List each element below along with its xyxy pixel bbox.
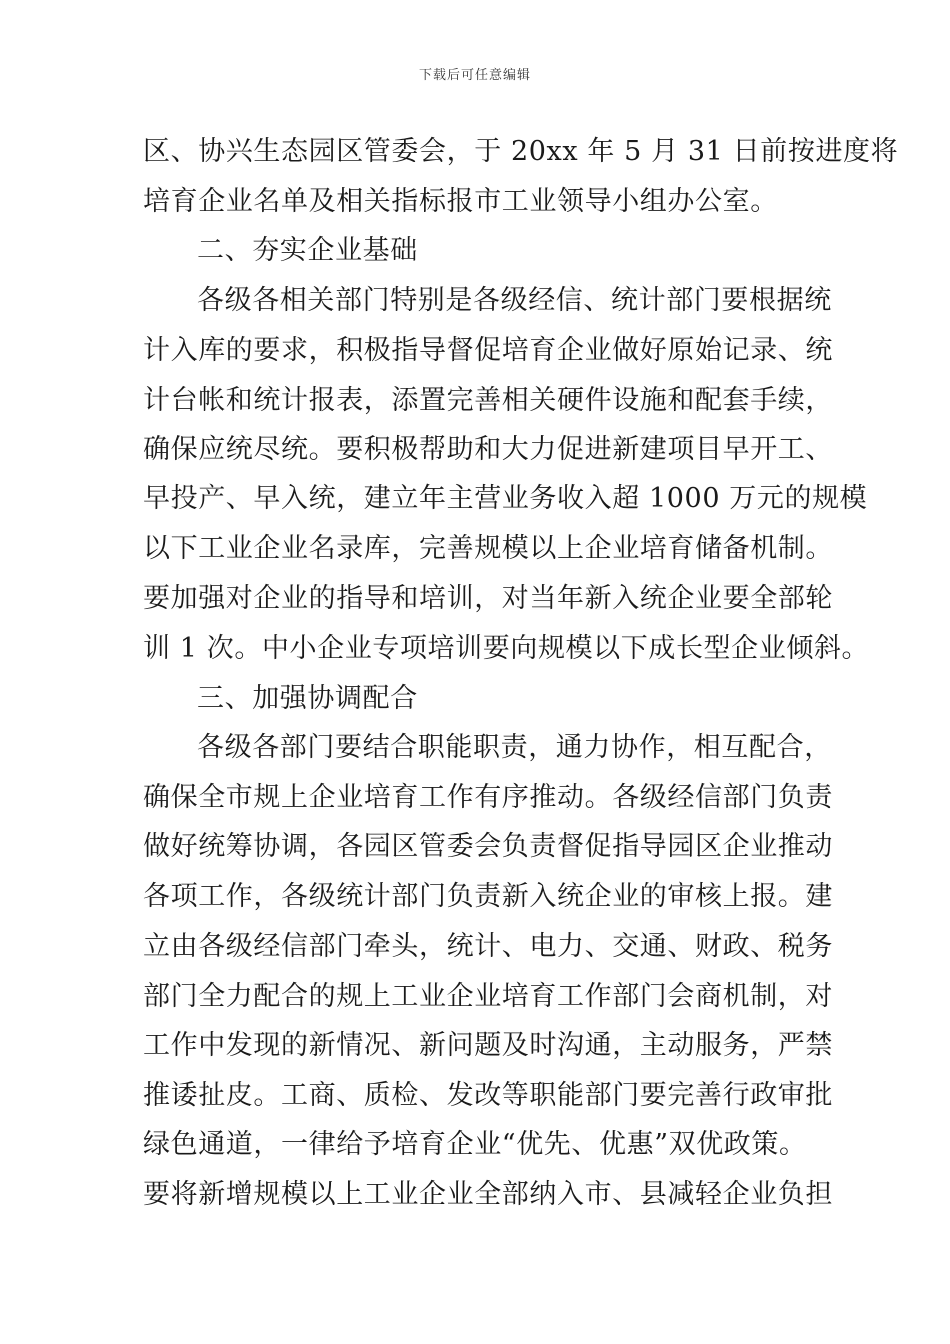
- section-heading: 三、加强协调配合: [197, 683, 418, 714]
- paragraph-line: 各级各部门要结合职能职责，通力协作，相互配合，: [197, 732, 832, 763]
- paragraph-line: 计入库的要求，积极指导督促培育企业做好原始记录、统: [143, 335, 833, 366]
- paragraph-line: 各级各相关部门特别是各级经信、统计部门要根据统: [197, 285, 832, 316]
- paragraph-line: 要加强对企业的指导和培训，对当年新入统企业要全部轮: [143, 583, 833, 614]
- paragraph-line: 确保应统尽统。要积极帮助和大力促进新建项目早开工、: [143, 434, 833, 465]
- header-note: 下载后可任意编辑: [418, 68, 531, 83]
- paragraph-line: 训 1 次。中小企业专项培训要向规模以下成长型企业倾斜。: [143, 633, 870, 664]
- paragraph-line: 绿色通道，一律给予培育企业“优先、优惠”双优政策。: [143, 1129, 807, 1160]
- paragraph-line: 确保全市规上企业培育工作有序推动。各级经信部门负责: [143, 782, 833, 813]
- paragraph-line: 以下工业企业名录库，完善规模以上企业培育储备机制。: [143, 533, 833, 564]
- paragraph-line: 部门全力配合的规上工业企业培育工作部门会商机制，对: [143, 981, 833, 1012]
- paragraph-line: 早投产、早入统，建立年主营业务收入超 1000 万元的规模: [143, 483, 868, 514]
- paragraph-line: 立由各级经信部门牵头，统计、电力、交通、财政、税务: [143, 931, 833, 962]
- paragraph-line: 要将新增规模以上工业企业全部纳入市、县减轻企业负担: [143, 1179, 833, 1210]
- section-heading: 二、夯实企业基础: [197, 235, 418, 266]
- paragraph-line: 区、协兴生态园区管委会，于 20xx 年 5 月 31 日前按进度将: [143, 136, 899, 167]
- paragraph-line: 推诿扯皮。工商、质检、发改等职能部门要完善行政审批: [143, 1080, 833, 1111]
- paragraph-line: 各项工作，各级统计部门负责新入统企业的审核上报。建: [143, 881, 833, 912]
- paragraph-line: 工作中发现的新情况、新问题及时沟通，主动服务，严禁: [143, 1030, 833, 1061]
- paragraph-line: 计台帐和统计报表，添置完善相关硬件设施和配套手续，: [143, 385, 833, 416]
- paragraph-line: 培育企业名单及相关指标报市工业领导小组办公室。: [143, 186, 778, 217]
- paragraph-line: 做好统筹协调，各园区管委会负责督促指导园区企业推动: [143, 831, 833, 862]
